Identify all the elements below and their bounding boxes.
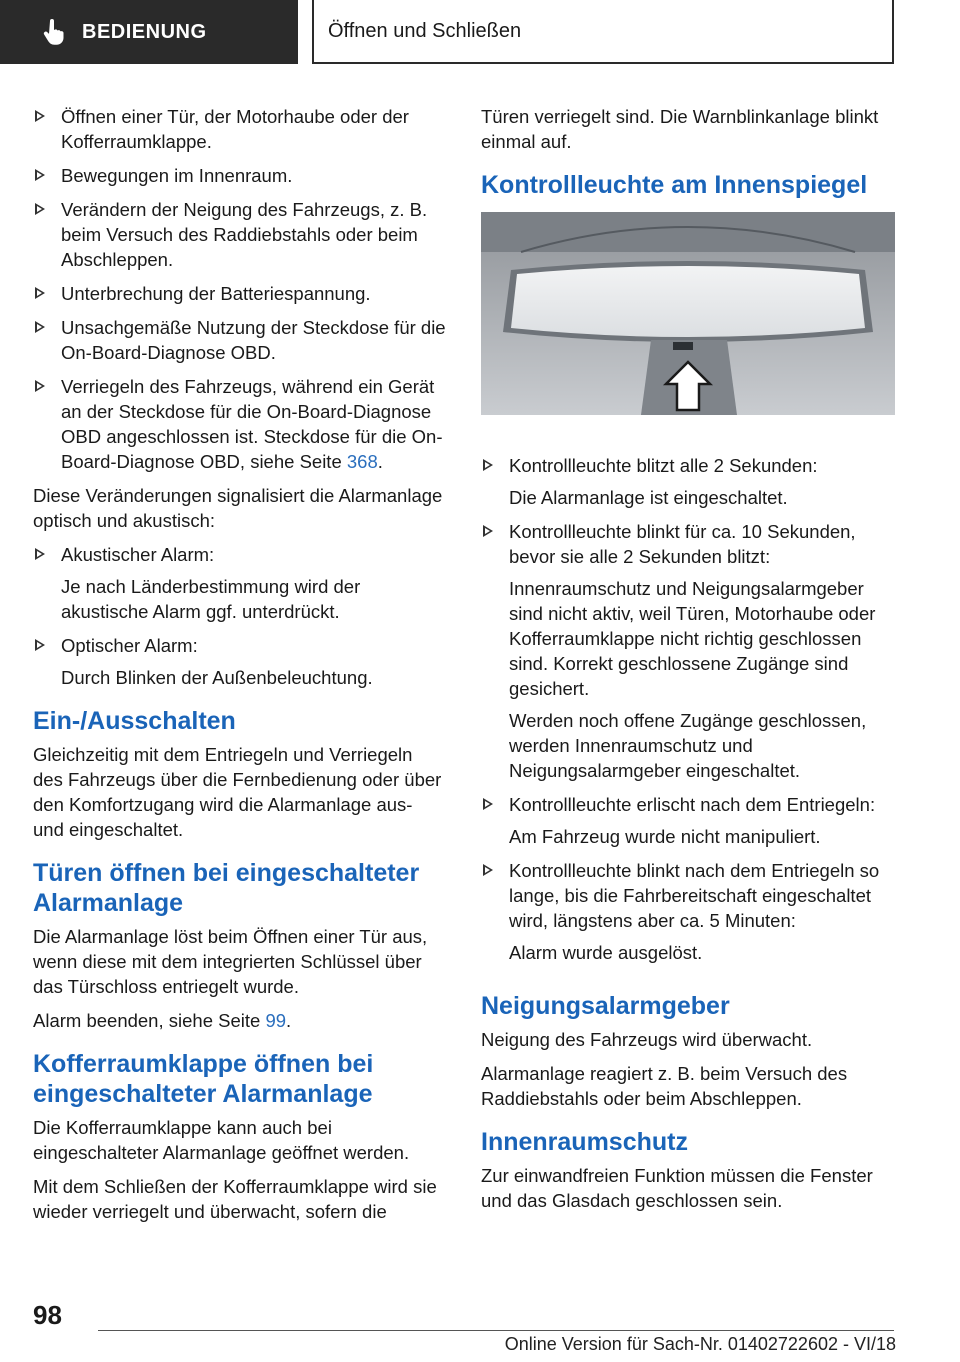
list-item: Verriegeln des Fahrzeugs, während ein Gerät an der Steckdose für die On-Board-Diagnose OBD angeschlossen ist. Steckdose für die On-Board-Diagnose OBD, siehe Seite 368. <box>33 374 447 474</box>
intro-signal: Diese Veränderungen signalisiert die Alarmanlage optisch und akustisch: <box>33 485 443 531</box>
bullet-triangle-icon <box>35 639 45 651</box>
right-column <box>481 104 895 1222</box>
list-item: Akustischer Alarm: Je nach Länderbestimmung wird der akustische Alarm ggf. unterdrückt. <box>33 542 447 624</box>
heading-tueren-oeffnen: Türen öffnen bei eingeschalteter Alarmanlage <box>33 859 420 917</box>
chapter-title: Öffnen und Schließen <box>328 19 522 42</box>
bullet-triangle-icon <box>35 169 45 181</box>
bullet-triangle-icon <box>35 203 45 215</box>
bullet-triangle-icon <box>483 525 493 537</box>
bullet-triangle-icon <box>35 287 45 299</box>
heading-ein-ausschalten: Ein-/Ausschalten <box>33 707 236 735</box>
heading-kontrollleuchte: Kontrollleuchte am Innenspiegel <box>481 171 868 199</box>
rearview-mirror-illustration <box>481 212 895 415</box>
bullet-triangle-icon <box>483 459 493 471</box>
bullet-triangle-icon <box>35 380 45 392</box>
heading-kofferraumklappe: Kofferraumklappe öffnen bei eingeschalteter Alarmanlage <box>33 1050 374 1108</box>
list-item: Öffnen einer Tür, der Motorhaube oder der Kofferraumklappe. <box>33 104 447 154</box>
trigger-list <box>33 104 447 474</box>
bullet-triangle-icon <box>35 548 45 560</box>
list-item: Unterbrechung der Batteriespannung. <box>33 281 447 306</box>
chapter-header <box>312 0 894 64</box>
list-item: Bewegungen im Innenraum. <box>33 163 447 188</box>
left-column <box>33 104 447 1233</box>
paragraph: Mit dem Schließen der Kofferraumklappe wird sie wieder verriegelt und überwacht, sofern die <box>33 1176 437 1222</box>
indicator-list <box>481 453 895 965</box>
paragraph-continued: Türen verriegelt sind. Die Warnblinkanlage blinkt einmal auf. <box>481 106 879 152</box>
list-item: Optischer Alarm: Durch Blinken der Außenbeleuchtung. <box>33 633 447 690</box>
bullet-triangle-icon <box>483 798 493 810</box>
hand-pointer-icon <box>40 18 68 46</box>
footer-divider <box>98 1330 894 1331</box>
page-link-99[interactable]: 99 <box>265 1010 287 1031</box>
paragraph-alarm-beenden: Alarm beenden, siehe Seite 99. <box>33 1010 292 1031</box>
paragraph: Zur einwandfreien Funktion müssen die Fenster und das Glasdach geschlossen sein. <box>481 1165 873 1211</box>
bullet-triangle-icon <box>483 864 493 876</box>
paragraph: Gleichzeitig mit dem Entriegeln und Verriegeln des Fahrzeugs über die Fernbedienung oder über den Komfortzugang wird die Alarmanlage aus- und eingeschaltet. <box>33 744 442 840</box>
list-item: Unsachgemäße Nutzung der Steckdose für die On-Board-Diagnose OBD. <box>33 315 447 365</box>
list-item: Kontrollleuchte blinkt für ca. 10 Sekunden, bevor sie alle 2 Sekunden blitzt: Innenraumschutz und Neigungsalarmgeber sind nicht aktiv, weil Türen, Motorhaube oder Kofferraumklappe nicht richtig geschlossen sind. Korrekt geschlossene Zugänge sind gesichert. Werden noch offene Zugänge geschlossen, werden Innenraumschutz und Neigungsalarmgeber eingeschaltet. <box>481 519 895 783</box>
section-label: BEDIENUNG <box>82 20 207 43</box>
paragraph: Neigung des Fahrzeugs wird überwacht. <box>481 1029 813 1050</box>
page-number: 98 <box>33 1300 62 1330</box>
list-item: Kontrollleuchte blinkt nach dem Entriegeln so lange, bis die Fahrbereitschaft eingeschaltet wird, längstens aber ca. 5 Minuten: Alarm wurde ausgelöst. <box>481 858 895 965</box>
bullet-triangle-icon <box>35 321 45 333</box>
section-tab <box>0 0 298 64</box>
page-link-368[interactable]: 368 <box>346 451 378 472</box>
alarm-type-list <box>33 542 447 690</box>
list-item: Kontrollleuchte erlischt nach dem Entriegeln: Am Fahrzeug wurde nicht manipuliert. <box>481 792 895 849</box>
paragraph: Alarmanlage reagiert z. B. beim Versuch des Raddiebstahls oder beim Abschleppen. <box>481 1063 848 1109</box>
list-item: Kontrollleuchte blitzt alle 2 Sekunden: Die Alarmanlage ist eingeschaltet. <box>481 453 895 510</box>
heading-neigungsalarmgeber: Neigungsalarmgeber <box>481 992 730 1020</box>
online-version-note: Online Version für Sach-Nr. 01402722602 - VI/18 <box>504 1334 896 1354</box>
paragraph: Die Alarmanlage löst beim Öffnen einer Tür aus, wenn diese mit dem integrierten Schlüssel über das Türschloss entriegelt wurde. <box>33 926 428 997</box>
heading-innenraumschutz: Innenraumschutz <box>481 1128 688 1156</box>
bullet-triangle-icon <box>35 110 45 122</box>
list-item: Verändern der Neigung des Fahrzeugs, z. B. beim Versuch des Raddiebstahls oder beim Abschleppen. <box>33 197 447 272</box>
paragraph: Die Kofferraumklappe kann auch bei eingeschalteter Alarmanlage geöffnet werden. <box>33 1117 410 1163</box>
